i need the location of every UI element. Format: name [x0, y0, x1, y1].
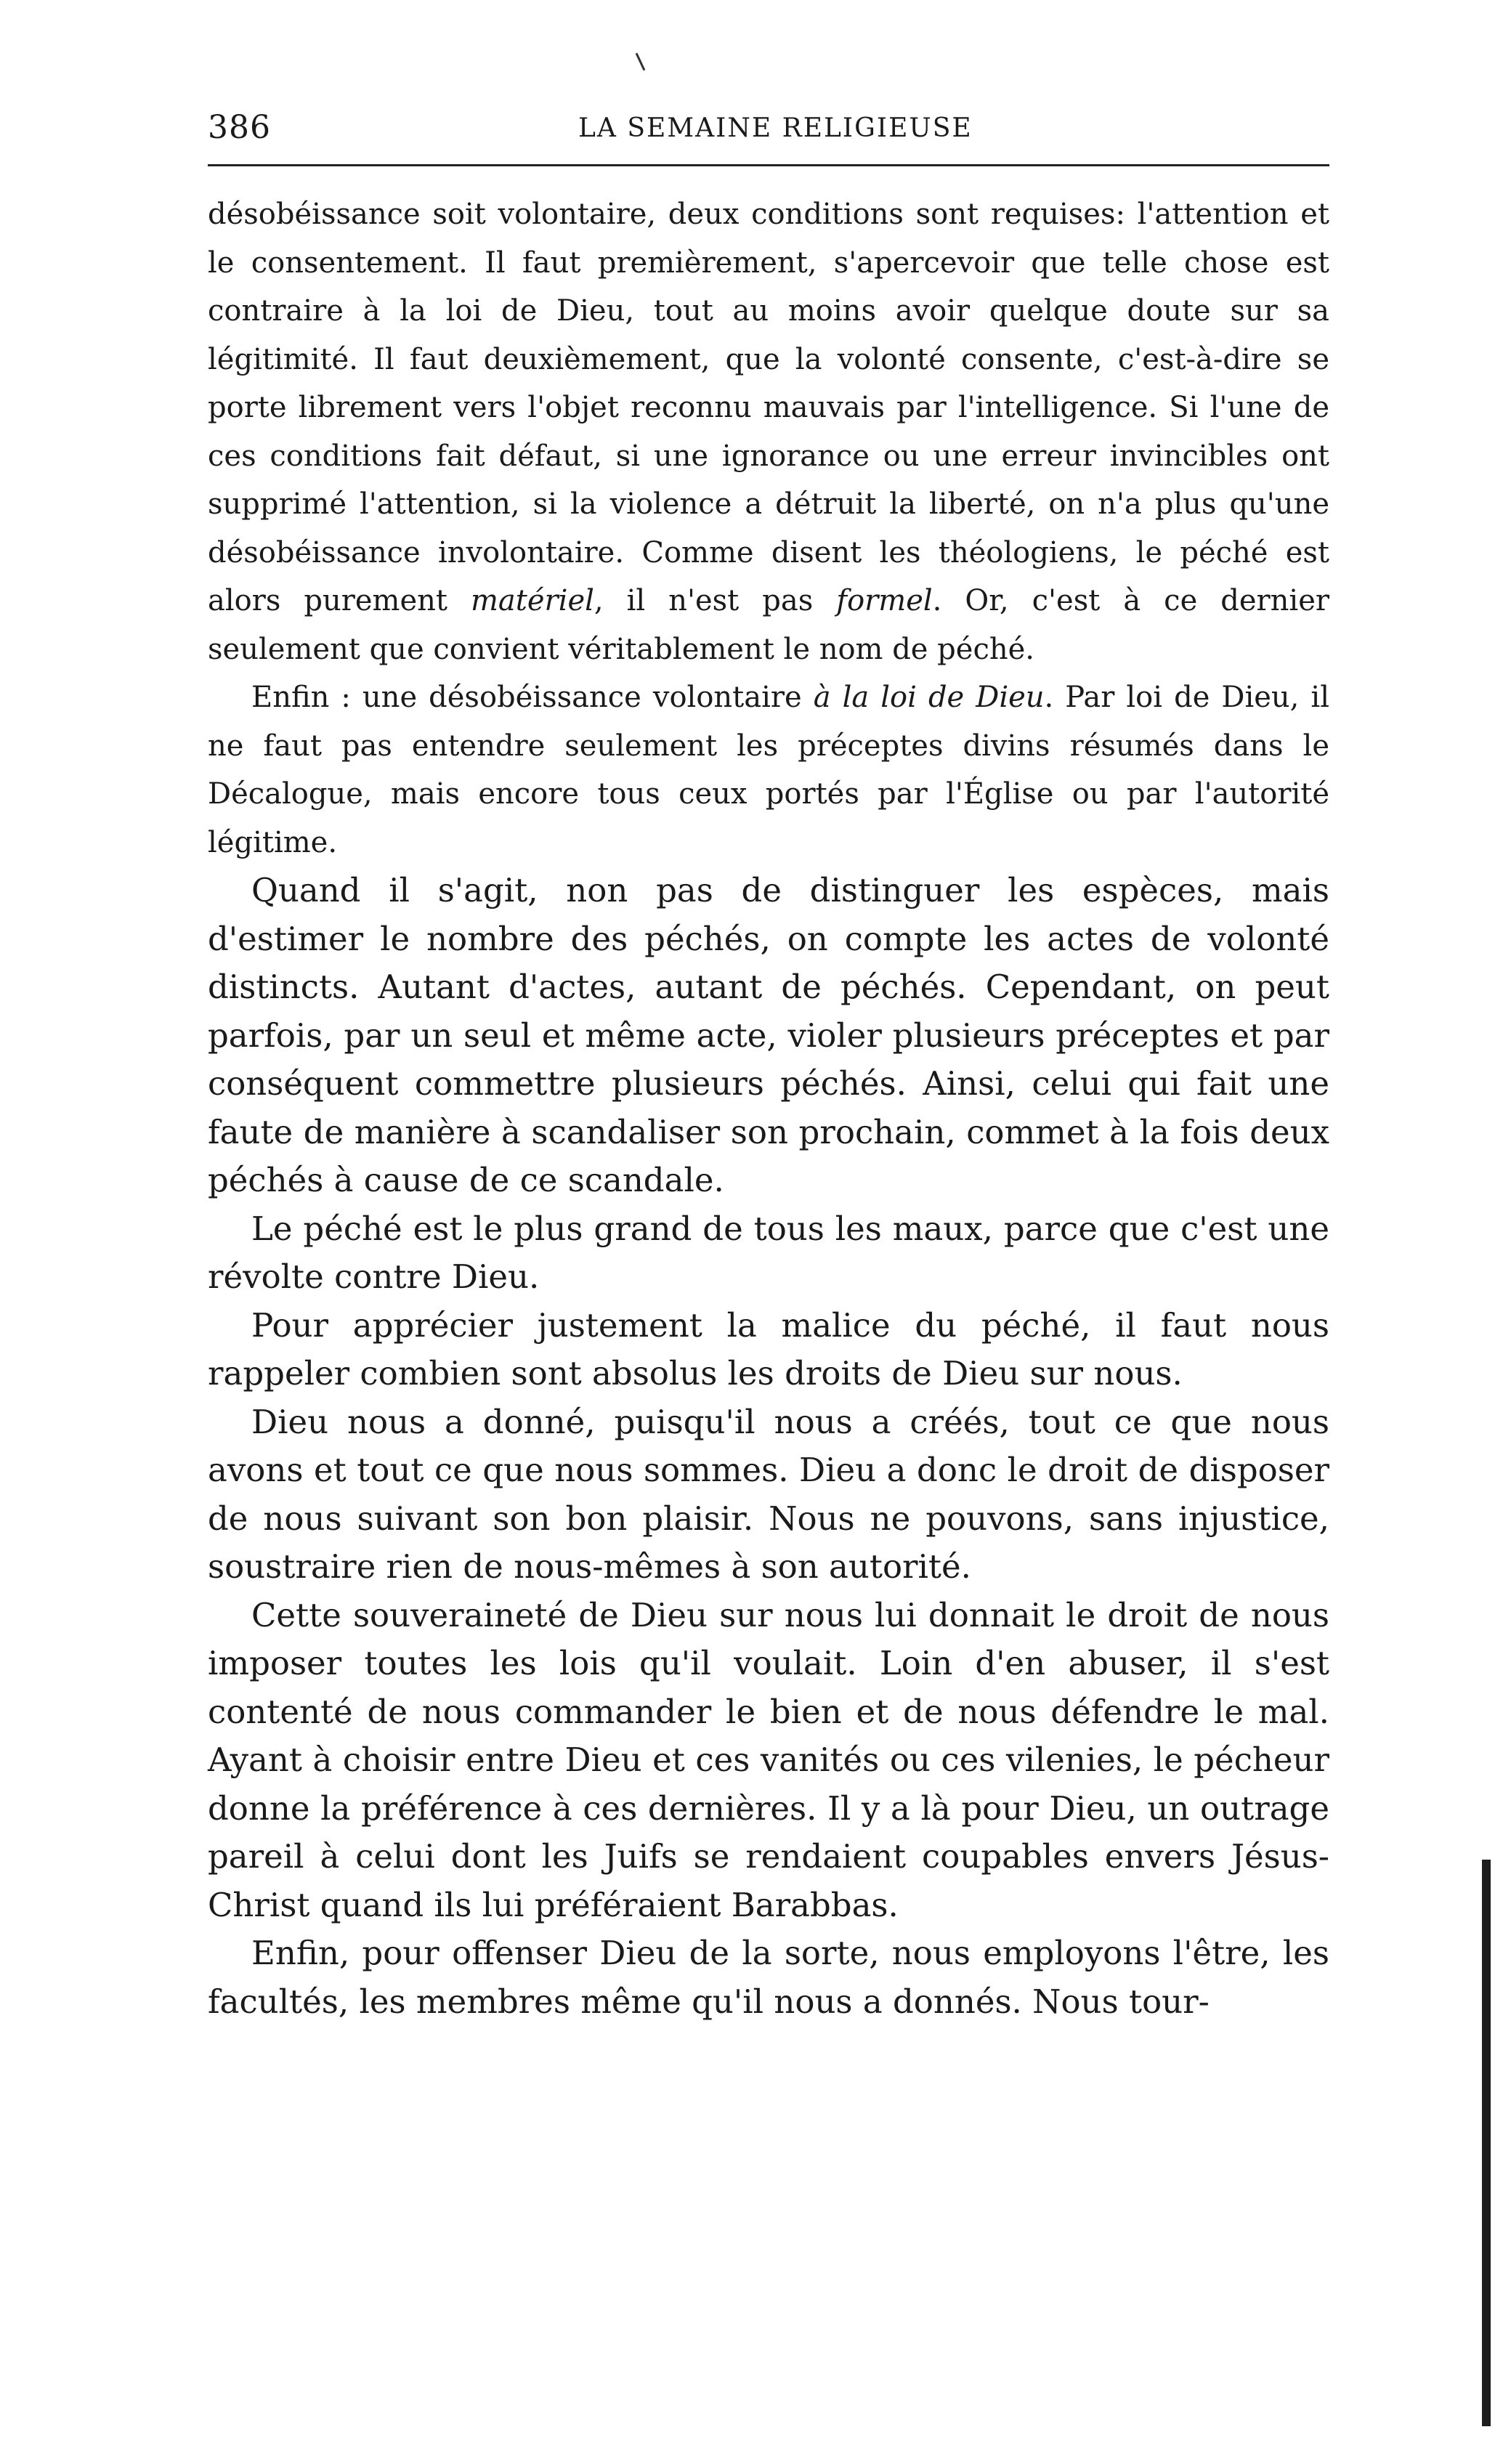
paragraph: [208, 673, 1329, 867]
body-text: [208, 190, 1329, 2026]
text-run: , il n'est pas: [593, 584, 837, 617]
paragraph: [208, 867, 1329, 1205]
text-run: Enfin, pour offenser Dieu de la sorte, nous employons l'être, les facultés, les membres même qu'il nous a donnés. Nous tour-: [208, 1934, 1329, 2021]
page-header: [208, 109, 1329, 160]
italic-term: formel: [836, 584, 933, 617]
running-title: LA SEMAINE RELIGIEUSE: [578, 113, 973, 143]
print-mark: [636, 53, 646, 71]
text-run: désobéissance soit volontaire, deux conditions sont requises: l'attention et le consentement. Il faut premièrement, s'apercevoir que telle chose est contraire à la loi de Dieu, tout au moins avoir quelque doute sur sa légitimité. Il faut deuxièmement, que la volonté consente, c'est-à-dire se porte librement vers l'objet reconnu mauvais par l'intelligence. Si l'une de ces conditions fait défaut, si une ignorance ou une erreur invincibles ont supprimé l'attention, si la violence a détruit la liberté, on n'a plus qu'une désobéissance involontaire. Comme disent les théologiens, le péché est alors purement: [208, 198, 1329, 617]
text-run: . Par loi de Dieu, il ne faut pas entendre seulement les préceptes divins résumés dans le Décalogue, mais encore tous ceux portés par l'Église ou par l'autorité légitime.: [208, 681, 1330, 859]
italic-term: à la loi de Dieu: [813, 681, 1045, 714]
paragraph: [208, 1929, 1329, 2026]
paragraph: [208, 1398, 1329, 1592]
italic-term: matériel: [471, 584, 594, 617]
text-run: Enfin : une désobéissance volontaire: [251, 681, 814, 714]
page-number: 386: [208, 109, 271, 146]
text-run: . Or, c'est à ce dernier seulement que convient véritablement le nom de péché.: [208, 584, 1330, 666]
paragraph: [208, 190, 1329, 673]
paragraph: [208, 1205, 1329, 1302]
text-run: Cette souveraineté de Dieu sur nous lui donnait le droit de nous imposer toutes les lois qu'il voulait. Loin d'en abuser, il s'est contenté de nous commander le bien et de nous défendre le mal. Ayant à choisir entre Dieu et ces vanités ou ces vilenies, le pécheur donne la préférence à ces dernières. Il y a là pour Dieu, un outrage pareil à celui dont les Juifs se rendaient coupables envers Jésus-Christ quand ils lui préféraient Barabbas.: [208, 1595, 1329, 1924]
header-rule: [208, 164, 1329, 166]
binding-edge: [1482, 1860, 1491, 2426]
text-run: Quand il s'agit, non pas de distinguer les espèces, mais d'estimer le nombre des péchés, on compte les actes de volonté distincts. Autant d'actes, autant de péchés. Cependant, on peut parfois, par un seul et même acte, violer plusieurs préceptes et par conséquent commettre plusieurs péchés. Ainsi, celui qui fait une faute de manière à scandaliser son prochain, commet à la fois deux péchés à cause de ce scandale.: [208, 871, 1329, 1199]
text-run: Pour apprécier justement la malice du péché, il faut nous rappeler combien sont absolus les droits de Dieu sur nous.: [208, 1305, 1329, 1393]
paragraph: [208, 1302, 1329, 1398]
paragraph: [208, 1592, 1329, 1930]
text-run: Le péché est le plus grand de tous les maux, parce que c'est une révolte contre Dieu.: [208, 1209, 1329, 1296]
text-run: Dieu nous a donné, puisqu'il nous a créés, tout ce que nous avons et tout ce que nous sommes. Dieu a donc le droit de disposer de nous suivant son bon plaisir. Nous ne pouvons, sans injustice, soustraire rien de nous-mêmes à son autorité.: [208, 1402, 1329, 1586]
